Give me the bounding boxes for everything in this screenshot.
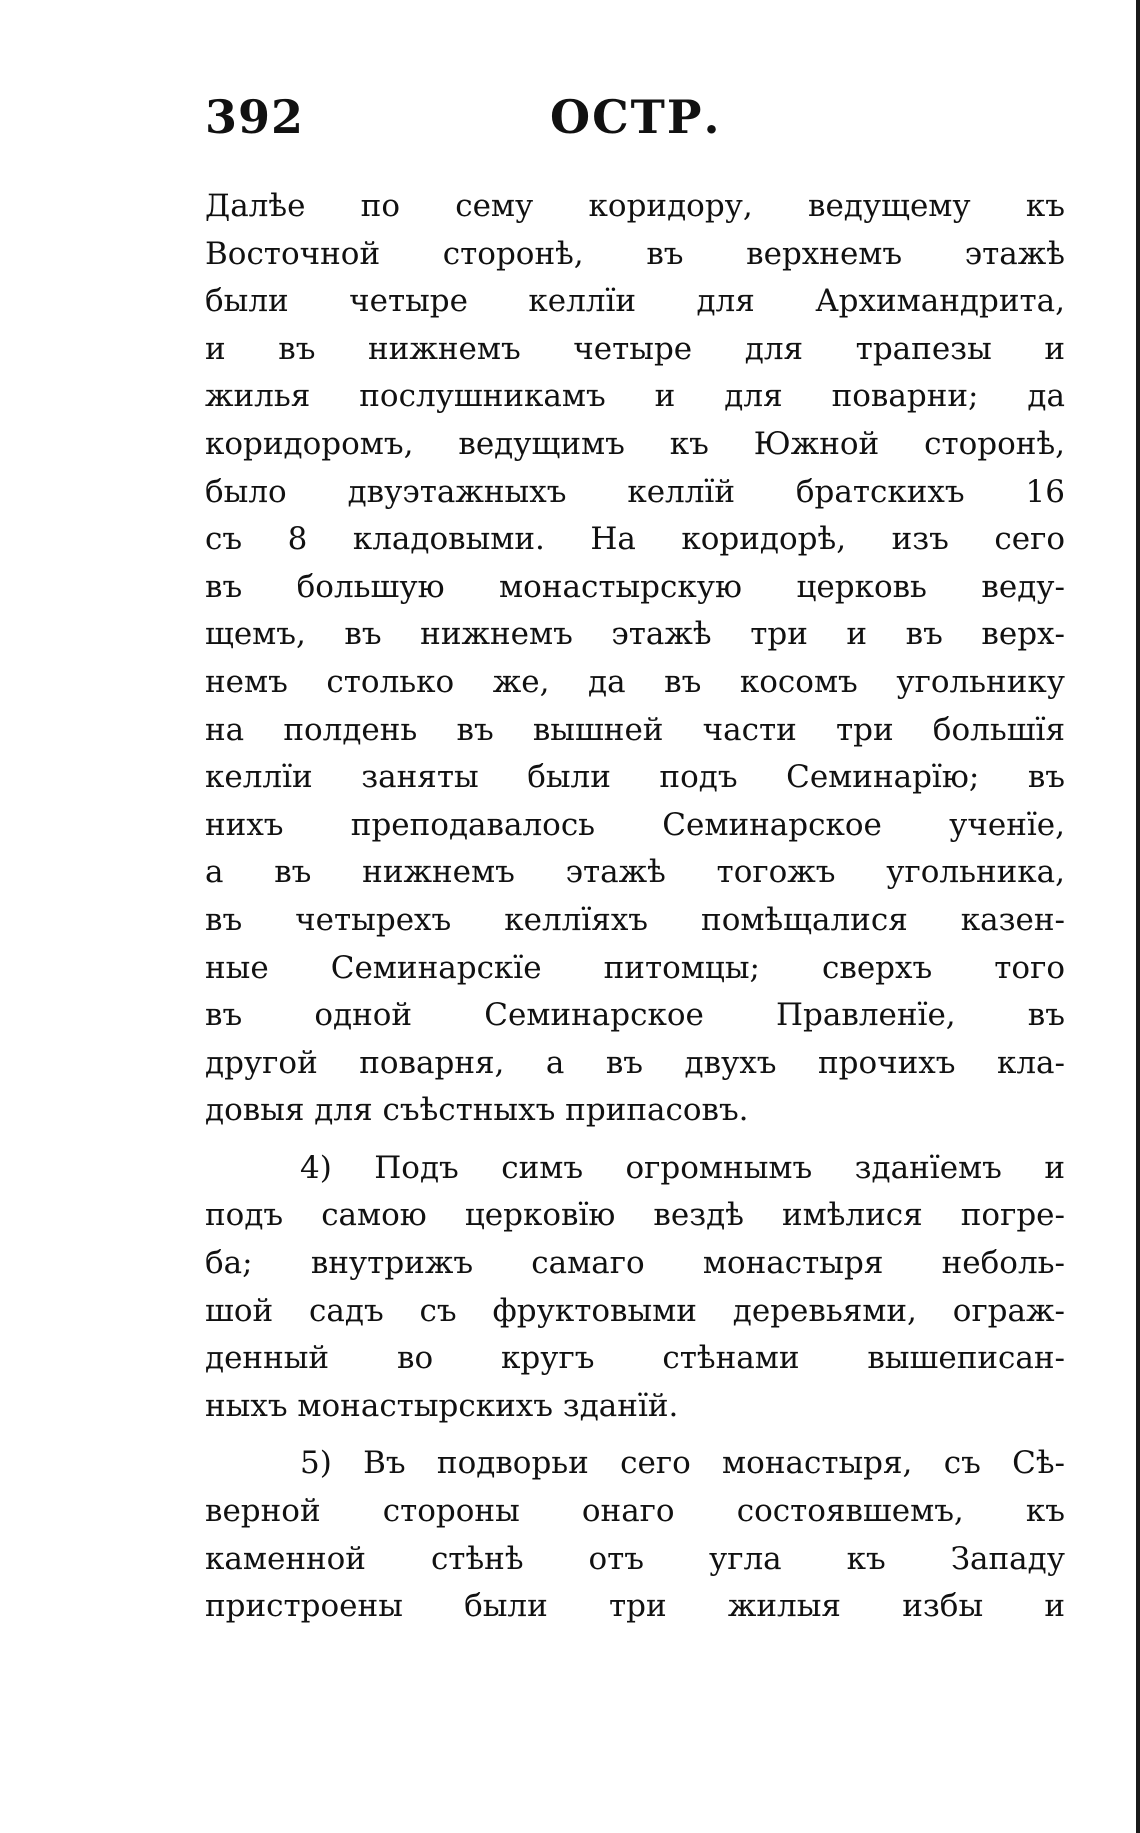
text-line: пристроены были три жилыя избы и (205, 1588, 1065, 1625)
text-line: денный во кругъ стѣнами вышеписан- (205, 1340, 1065, 1377)
text-line: щемъ, въ нижнемъ этажѣ три и въ верх- (205, 616, 1065, 653)
paragraph-1 (205, 183, 1065, 1135)
text-line: ные Семинарскїе питомцы; сверхъ того (205, 949, 1065, 986)
text-line: а въ нижнемъ этажѣ тогожъ угольника, (205, 854, 1065, 891)
text-line: немъ столько же, да въ косомъ угольнику (205, 663, 1065, 700)
text-line: съ 8 кладовыми. На коридорѣ, изъ сего (205, 521, 1065, 558)
text-line: было двуэтажныхъ келлїй братскихъ 16 (205, 473, 1065, 510)
running-head: ОСТР. (550, 90, 722, 144)
page-edge-shadow (1136, 0, 1140, 1833)
text-line: Далѣе по сему коридору, ведущему къ (205, 188, 1065, 224)
text-line: въ четырехъ келлїяхъ помѣщалися казен- (205, 901, 1065, 938)
text-line: подъ самою церковїю вездѣ имѣлися погре- (205, 1197, 1065, 1234)
text-line: коридоромъ, ведущимъ къ Южной сторонѣ, (205, 425, 1065, 462)
text-line: въ одной Семинарское Правленїе, въ (205, 997, 1065, 1034)
body-text (205, 183, 1065, 1631)
text-line: на полдень въ вышней части три большїя (205, 711, 1065, 748)
text-line: довыя для съѣстныхъ припасовъ. (205, 1092, 749, 1129)
text-line: келлїи заняты были подъ Семинарїю; въ (205, 759, 1065, 796)
text-line: нихъ преподавалось Семинарское ученїе, (205, 806, 1065, 843)
page-number: 392 (205, 90, 305, 144)
text-line: ныхъ монастырскихъ зданїй. (205, 1387, 679, 1424)
text-line: Восточной сторонѣ, въ верхнемъ этажѣ (205, 235, 1065, 272)
text-line: верной стороны онаго состоявшемъ, къ (205, 1493, 1065, 1530)
paragraph-2 (205, 1145, 1065, 1431)
text-line: ба; внутрижъ самаго монастыря неболь- (205, 1245, 1065, 1282)
paragraph-3 (205, 1440, 1065, 1630)
page-header (205, 82, 1065, 152)
text-line: шой садъ съ фруктовыми деревьями, ограж- (205, 1292, 1065, 1329)
text-line: каменной стѣнѣ отъ угла къ Западу (205, 1540, 1065, 1577)
text-line: 4) Подъ симъ огромнымъ зданїемъ и (300, 1149, 1065, 1186)
text-line: въ большую монастырскую церковь веду- (205, 568, 1065, 605)
text-line: другой поварня, а въ двухъ прочихъ кла- (205, 1044, 1065, 1081)
text-line: были четыре келлїи для Архимандрита, (205, 283, 1065, 320)
text-line: жилья послушникамъ и для поварни; да (205, 378, 1065, 415)
text-line: 5) Въ подворьи сего монастыря, съ Сѣ- (300, 1445, 1065, 1482)
text-line: и въ нижнемъ четыре для трапезы и (205, 330, 1065, 367)
